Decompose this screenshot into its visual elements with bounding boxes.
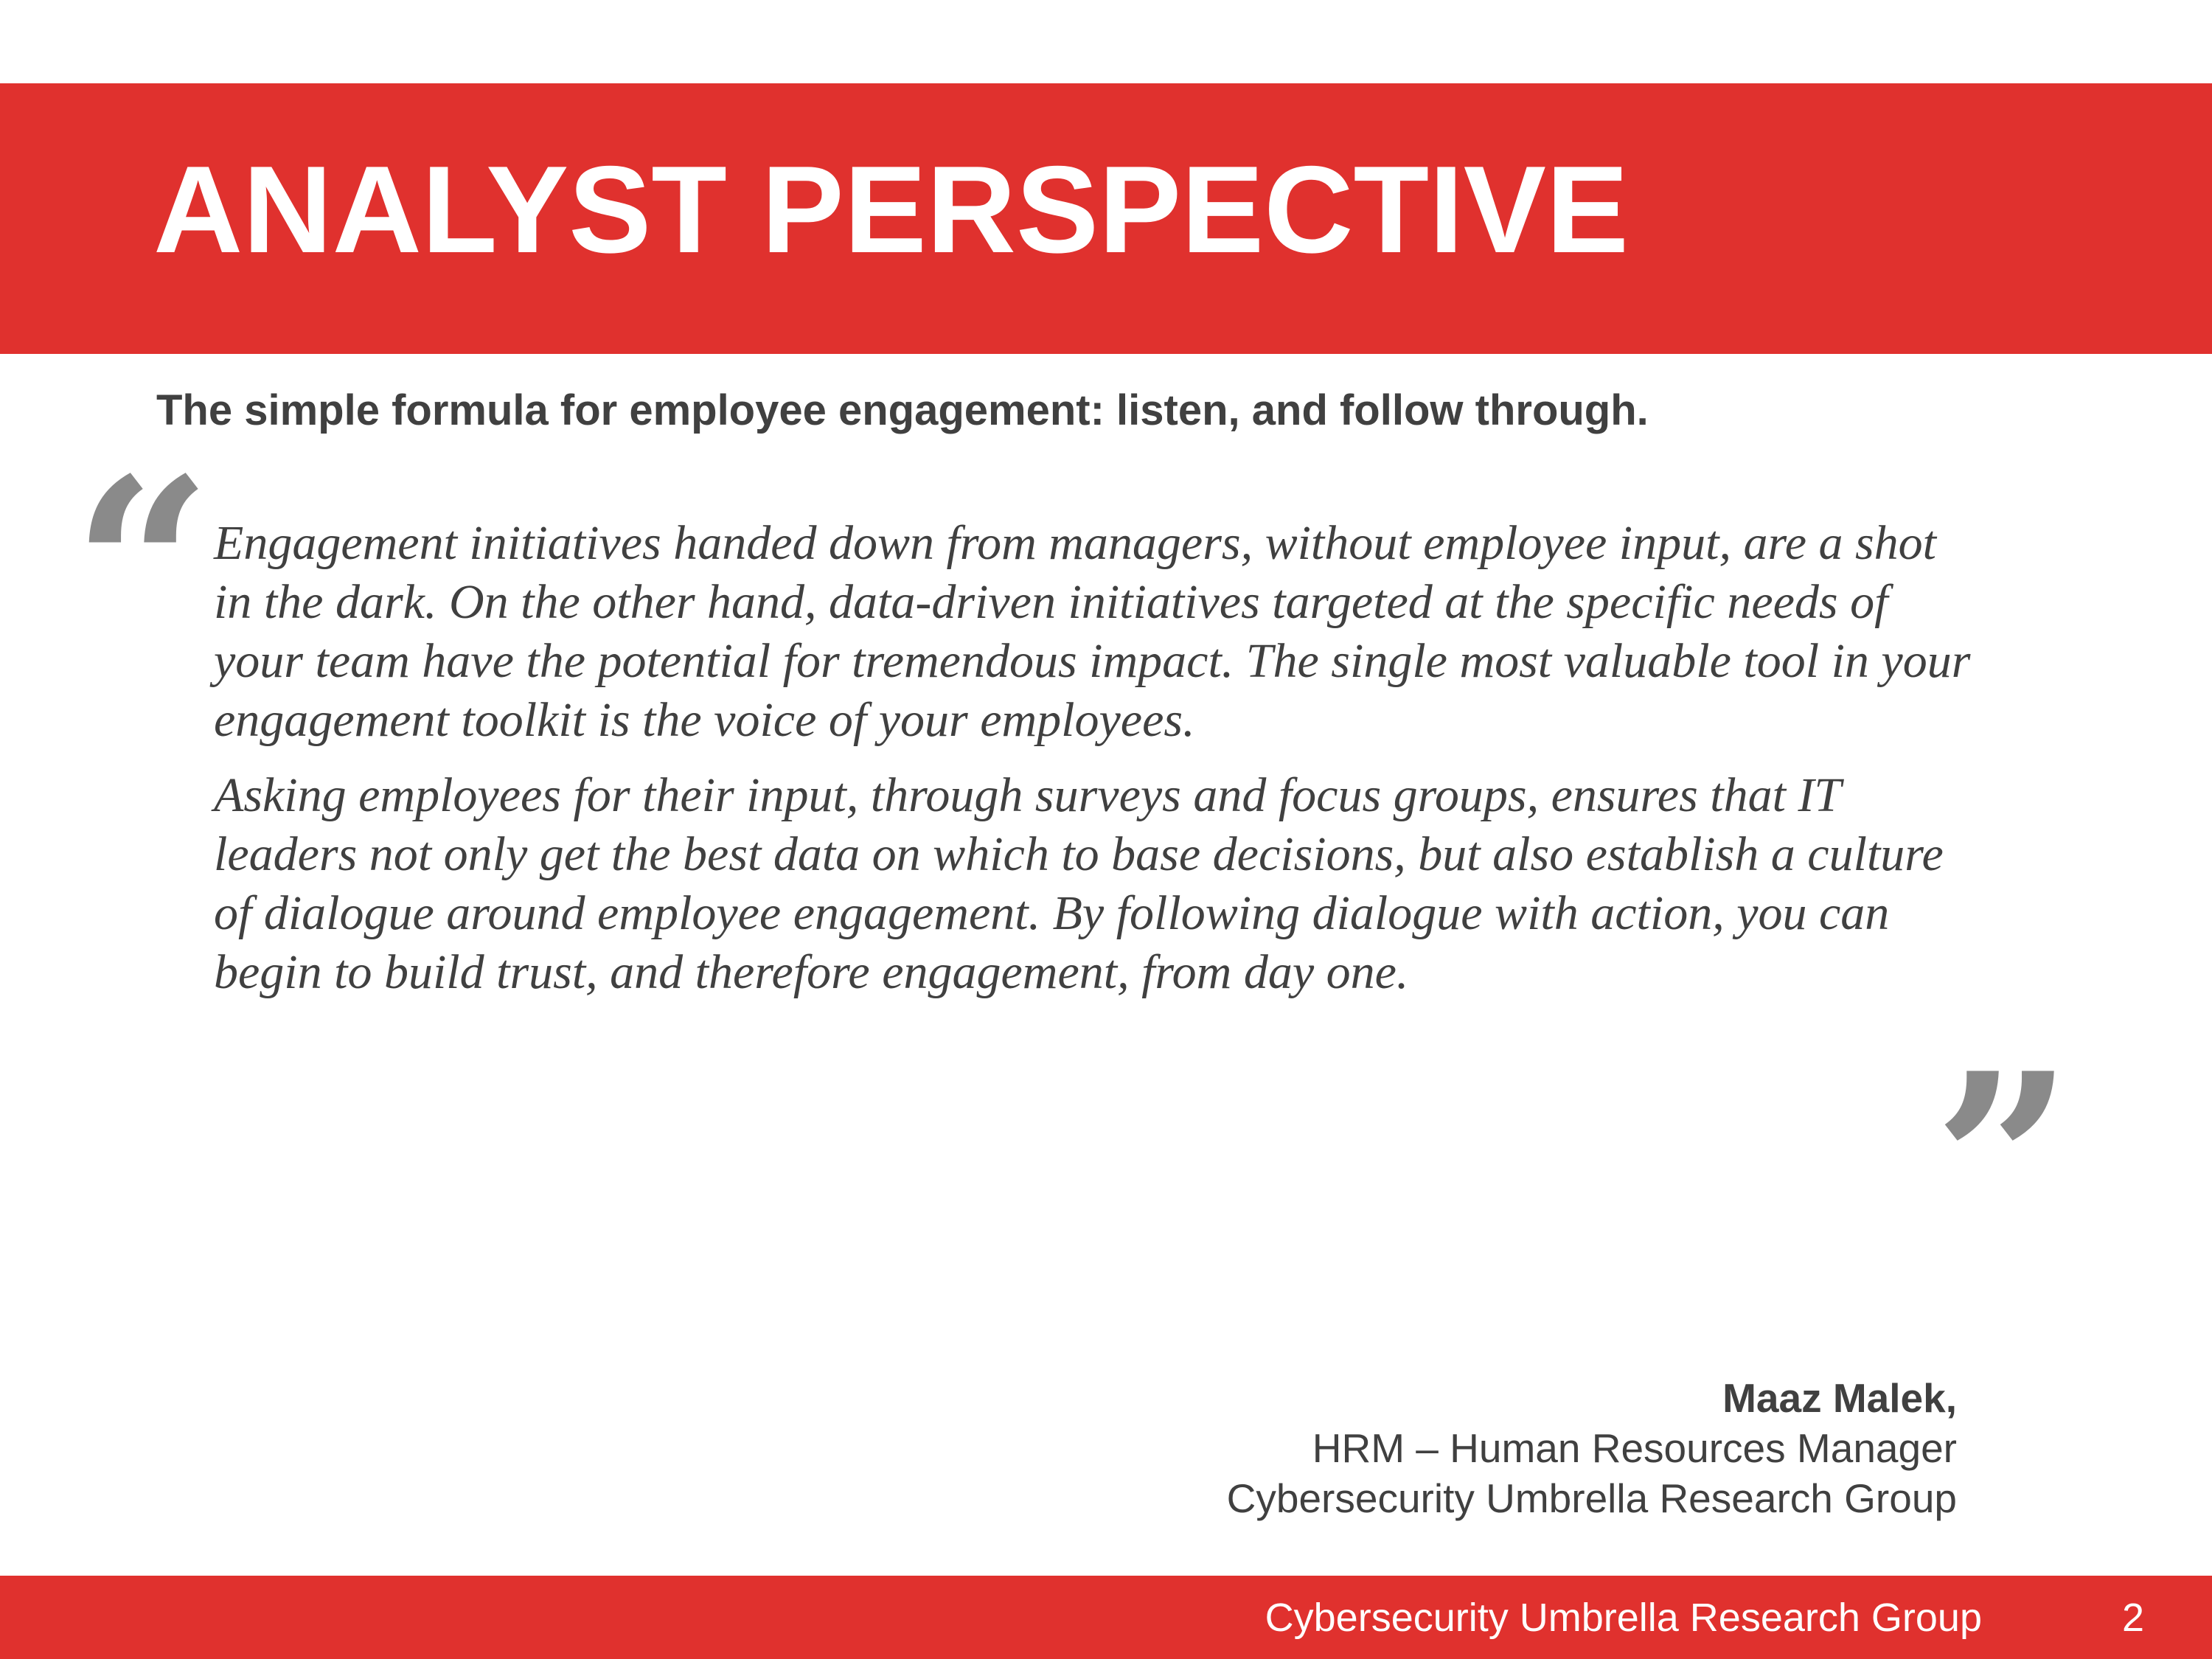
- subtitle: The simple formula for employee engagement: listen, and follow through.: [156, 386, 1649, 434]
- quote-paragraph: Asking employees for their input, through surveys and focus groups, ensures that IT leaders not only get the best data on which to base decisions, but also establish a culture of dialogue around employee engagement. By following dialogue with action, you can begin to build trust, and therefore engagement, from day one.: [214, 768, 1944, 999]
- page-number: 2: [2122, 1596, 2145, 1640]
- author-name: Maaz Malek,: [1722, 1375, 1957, 1421]
- quote-paragraph: Engagement initiatives handed down from managers, without employee input, are a shot in the dark. On the other hand, data-driven initiatives targeted at the specific needs of your team have the potential for tremendous impact. The single most valuable tool in your engagement toolkit is the voice of your employees.: [214, 516, 1971, 747]
- author-block: [1227, 1373, 1957, 1523]
- quote-body: [214, 514, 1983, 1018]
- author-organization: Cybersecurity Umbrella Research Group: [1226, 1475, 1957, 1521]
- author-role: HRM – Human Resources Manager: [1312, 1425, 1957, 1471]
- close-quote-icon: ”: [1933, 1020, 2073, 1306]
- open-quote-icon: “: [72, 425, 212, 711]
- page-title: ANALYST PERSPECTIVE: [153, 140, 1629, 279]
- footer-organization: Cybersecurity Umbrella Research Group: [1265, 1596, 1982, 1640]
